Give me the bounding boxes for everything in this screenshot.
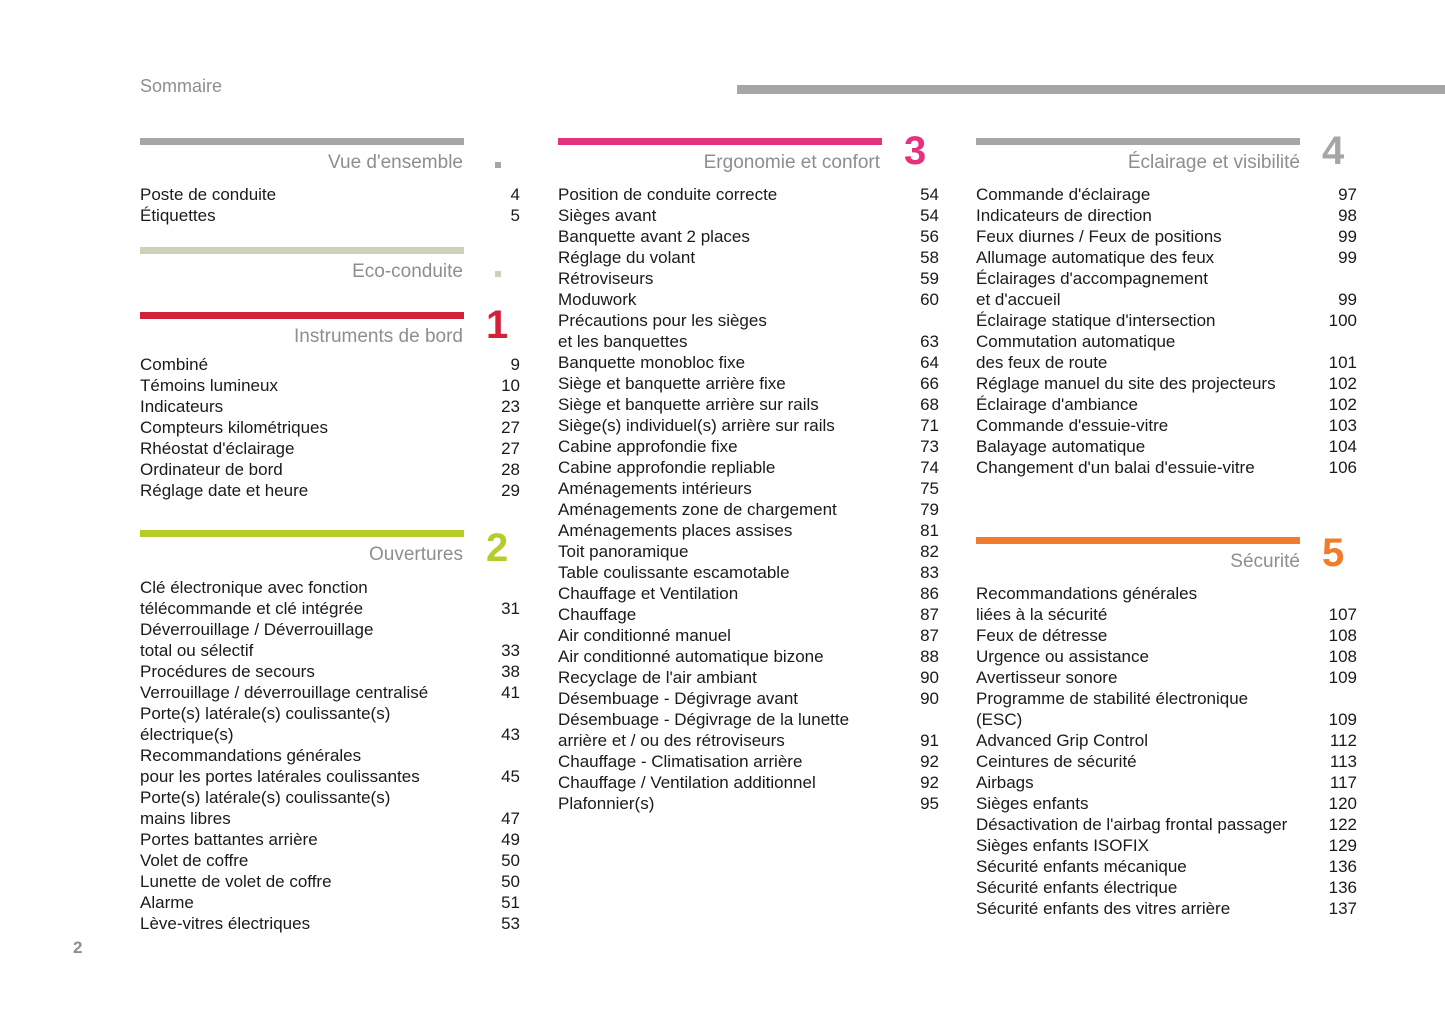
toc-entry-page: 87 — [920, 626, 939, 645]
toc-entry[interactable] — [558, 646, 939, 667]
toc-entry[interactable] — [558, 478, 939, 499]
toc-entry-label: Changement d'un balai d'essuie-vitre — [976, 458, 1255, 477]
toc-entry[interactable] — [558, 289, 939, 310]
toc-entry-label: Éclairage d'ambiance — [976, 395, 1139, 414]
toc-entry-label: Désactivation de l'airbag frontal passager — [976, 815, 1288, 834]
toc-entry-label: Verrouillage / déverrouillage centralisé — [140, 683, 429, 702]
toc-entry-label: Commutation automatique des feux de route — [976, 332, 1176, 372]
toc-entry-label: Siège(s) individuel(s) arrière sur rails — [558, 416, 835, 435]
toc-entry-page: 122 — [1328, 815, 1357, 834]
toc-entry-label: Précautions pour les sièges et les banquettes — [558, 311, 767, 351]
toc-entry[interactable] — [558, 373, 939, 394]
toc-entry-page: 10 — [501, 376, 520, 395]
toc-entry-label: Urgence ou assistance — [976, 647, 1149, 666]
toc-entry[interactable] — [558, 709, 939, 751]
toc-entry[interactable] — [558, 436, 939, 457]
toc-entry-page: 136 — [1328, 857, 1357, 876]
header-bar — [737, 85, 1445, 94]
toc-entry-page: 99 — [1338, 227, 1357, 246]
toc-entry-page: 47 — [501, 809, 520, 828]
toc-entry-page: 9 — [510, 355, 520, 374]
section-number: 4 — [1322, 129, 1345, 173]
toc-entry-label: Position de conduite correcte — [558, 185, 778, 204]
toc-entry-page: 43 — [501, 725, 520, 744]
toc-entry[interactable] — [976, 394, 1357, 415]
toc-entry-label: Airbags — [976, 773, 1034, 792]
toc-entry-page: 66 — [920, 374, 939, 393]
toc-entry-label: Rhéostat d'éclairage — [140, 439, 295, 458]
toc-entry-label: Lunette de volet de coffre — [140, 872, 332, 891]
toc-entry-label: Chauffage / Ventilation additionnel — [558, 773, 816, 792]
toc-entry-page: 106 — [1328, 458, 1357, 477]
section-marker — [495, 162, 501, 168]
toc-entry[interactable] — [976, 625, 1357, 646]
toc-entry-label: Poste de conduite — [140, 185, 277, 204]
toc-entry-page: 87 — [920, 605, 939, 624]
toc-entry[interactable] — [140, 661, 520, 682]
toc-entry-page: 102 — [1328, 374, 1357, 393]
toc-entry-page: 73 — [920, 437, 939, 456]
toc-entry-label: Clé électronique avec fonction télécommande et clé intégrée — [140, 578, 368, 618]
toc-entry-label: Table coulissante escamotable — [558, 563, 790, 582]
toc-entry[interactable] — [976, 751, 1357, 772]
toc-entry-page: 136 — [1328, 878, 1357, 897]
toc-entry-label: Ceintures de sécurité — [976, 752, 1137, 771]
toc-entry-label: Recommandations générales liées à la sécurité — [976, 584, 1198, 624]
toc-entry-page: 95 — [920, 794, 939, 813]
toc-entry-page: 109 — [1328, 668, 1357, 687]
toc-entry[interactable] — [976, 835, 1357, 856]
toc-entry-page: 53 — [501, 914, 520, 933]
toc-entry[interactable] — [558, 772, 939, 793]
toc-entry-page: 45 — [501, 767, 520, 786]
toc-entry[interactable] — [976, 772, 1357, 793]
toc-entry-page: 29 — [501, 481, 520, 500]
section-bar — [140, 530, 464, 537]
toc-entry[interactable] — [558, 499, 939, 520]
section-number: 5 — [1322, 531, 1345, 575]
toc-entry-page: 108 — [1328, 626, 1357, 645]
toc-entry-label: Sièges enfants ISOFIX — [976, 836, 1149, 855]
section-bar — [558, 138, 882, 145]
toc-entry-page: 41 — [501, 683, 520, 702]
section-entries — [976, 184, 1357, 478]
toc-entry[interactable] — [140, 745, 520, 787]
toc-entry[interactable] — [140, 892, 520, 913]
toc-entry-label: Combiné — [140, 355, 209, 374]
toc-entry[interactable] — [140, 682, 520, 703]
toc-entry[interactable] — [140, 184, 520, 205]
toc-entry-page: 75 — [920, 479, 939, 498]
toc-entry-page: 98 — [1338, 206, 1357, 225]
toc-entry-page: 107 — [1328, 605, 1357, 624]
section-number: 3 — [904, 129, 927, 173]
toc-entry[interactable] — [140, 703, 520, 745]
toc-entry-page: 64 — [920, 353, 939, 372]
toc-entry-label: Éclairage statique d'intersection — [976, 311, 1216, 330]
toc-entry[interactable] — [558, 394, 939, 415]
toc-entry-page: 92 — [920, 752, 939, 771]
toc-entry-label: Commande d'essuie-vitre — [976, 416, 1169, 435]
toc-entry[interactable] — [558, 457, 939, 478]
toc-entry-page: 49 — [501, 830, 520, 849]
toc-entry-page: 54 — [920, 206, 939, 225]
section-entries — [140, 577, 520, 934]
toc-entry[interactable] — [976, 814, 1357, 835]
toc-entry-page: 27 — [501, 418, 520, 437]
toc-entry-label: Banquette monobloc fixe — [558, 353, 746, 372]
toc-entry[interactable] — [558, 205, 939, 226]
toc-entry[interactable] — [976, 247, 1357, 268]
toc-entry-label: Programme de stabilité électronique (ESC) — [976, 689, 1249, 729]
toc-entry-page: 100 — [1328, 311, 1357, 330]
section-number: 2 — [486, 526, 509, 570]
toc-entry[interactable] — [558, 667, 939, 688]
page-header-title: Sommaire — [140, 76, 223, 96]
section-bar — [140, 247, 464, 254]
toc-entry-label: Étiquettes — [140, 206, 216, 225]
toc-entry-label: Toit panoramique — [558, 542, 689, 561]
toc-entry[interactable] — [140, 619, 520, 661]
toc-entry[interactable] — [976, 688, 1357, 730]
toc-entry[interactable] — [558, 625, 939, 646]
toc-entry[interactable] — [558, 352, 939, 373]
toc-entry-page: 90 — [920, 689, 939, 708]
toc-entry-page: 109 — [1328, 710, 1357, 729]
section-title: Sécurité — [1230, 551, 1300, 572]
toc-entry-page: 102 — [1328, 395, 1357, 414]
toc-entry-label: Cabine approfondie repliable — [558, 458, 776, 477]
toc-entry[interactable] — [140, 913, 520, 934]
toc-entry-page: 27 — [501, 439, 520, 458]
toc-entry-page: 81 — [920, 521, 939, 540]
toc-entry-page: 5 — [510, 206, 520, 225]
toc-entry[interactable] — [558, 184, 939, 205]
toc-entry[interactable] — [976, 436, 1357, 457]
toc-entry[interactable] — [140, 577, 520, 619]
toc-entry[interactable] — [558, 604, 939, 625]
section-title: Instruments de bord — [294, 326, 463, 347]
toc-entry-label: Sécurité enfants mécanique — [976, 857, 1187, 876]
section-bar — [976, 537, 1300, 544]
toc-entry[interactable] — [976, 268, 1357, 310]
toc-entry-label: Siège et banquette arrière sur rails — [558, 395, 819, 414]
toc-entry[interactable] — [140, 375, 520, 396]
section-bar — [140, 312, 464, 319]
toc-entry[interactable] — [558, 226, 939, 247]
toc-entry-label: Procédures de secours — [140, 662, 315, 681]
toc-entry[interactable] — [558, 583, 939, 604]
toc-entry-page: 117 — [1329, 773, 1357, 792]
toc-entry[interactable] — [558, 688, 939, 709]
toc-entry-page: 82 — [920, 542, 939, 561]
toc-entry-page: 92 — [920, 773, 939, 792]
toc-entry[interactable] — [558, 541, 939, 562]
section-title: Vue d'ensemble — [328, 152, 463, 173]
toc-entry[interactable] — [558, 310, 939, 352]
toc-entry-label: Feux diurnes / Feux de positions — [976, 227, 1222, 246]
toc-entry[interactable] — [976, 583, 1357, 625]
toc-entry-page: 83 — [920, 563, 939, 582]
toc-entry-page: 31 — [501, 599, 520, 618]
toc-entry-label: Chauffage — [558, 605, 637, 624]
toc-entry-page: 28 — [501, 460, 520, 479]
toc-entry[interactable] — [140, 396, 520, 417]
toc-entry-label: Déverrouillage / Déverrouillage total ou sélectif — [140, 620, 374, 660]
toc-entry-label: Éclairages d'accompagnement et d'accueil — [976, 269, 1208, 309]
toc-entry-page: 129 — [1328, 836, 1357, 855]
toc-entry[interactable] — [140, 438, 520, 459]
toc-entry-page: 91 — [920, 731, 939, 750]
toc-entry[interactable] — [140, 417, 520, 438]
toc-entry-label: Alarme — [140, 893, 194, 912]
toc-entry-label: Recommandations générales pour les portes latérales coulissantes — [140, 746, 420, 786]
toc-entry[interactable] — [976, 856, 1357, 877]
toc-entry[interactable] — [140, 480, 520, 501]
toc-entry-page: 137 — [1328, 899, 1357, 918]
section-title: Ergonomie et confort — [703, 152, 880, 173]
toc-entry-page: 71 — [920, 416, 939, 435]
section-title: Éclairage et visibilité — [1127, 152, 1300, 173]
toc-entry[interactable] — [976, 373, 1357, 394]
toc-entry-label: Avertisseur sonore — [976, 668, 1118, 687]
toc-entry-label: Plafonnier(s) — [558, 794, 655, 813]
toc-entry-label: Commande d'éclairage — [976, 185, 1151, 204]
toc-entry-label: Air conditionné manuel — [558, 626, 731, 645]
toc-entry-label: Aménagements places assises — [558, 521, 793, 540]
toc-entry-page: 99 — [1338, 248, 1357, 267]
toc-entry-label: Rétroviseurs — [558, 269, 654, 288]
toc-entry-label: Recyclage de l'air ambiant — [558, 668, 757, 687]
toc-entry[interactable] — [558, 268, 939, 289]
toc-entry[interactable] — [976, 730, 1357, 751]
toc-entry-label: Chauffage - Climatisation arrière — [558, 752, 803, 771]
toc-entry-label: Porte(s) latérale(s) coulissante(s) électrique(s) — [140, 704, 391, 744]
section-number: 1 — [486, 303, 509, 347]
section-bar — [140, 138, 464, 145]
toc-entry-label: Feux de détresse — [976, 626, 1108, 645]
toc-entry-page: 4 — [510, 185, 520, 204]
toc-entry-page: 90 — [920, 668, 939, 687]
toc-entry[interactable] — [140, 354, 520, 375]
toc-entry-label: Portes battantes arrière — [140, 830, 318, 849]
section-entries — [976, 583, 1357, 919]
section-entries — [558, 184, 939, 814]
toc-entry[interactable] — [558, 751, 939, 772]
toc-entry-label: Lève-vitres électriques — [140, 914, 311, 933]
toc-entry[interactable] — [976, 415, 1357, 436]
toc-entry-label: Sièges enfants — [976, 794, 1089, 813]
toc-entry-page: 59 — [920, 269, 939, 288]
toc-entry[interactable] — [976, 667, 1357, 688]
toc-entry-page: 97 — [1338, 185, 1357, 204]
toc-entry-page: 113 — [1329, 752, 1357, 771]
toc-entry[interactable] — [140, 205, 520, 226]
page-number: 2 — [73, 938, 83, 957]
section-marker — [495, 271, 501, 277]
toc-entry-label: Compteurs kilométriques — [140, 418, 329, 437]
toc-entry[interactable] — [976, 331, 1357, 373]
toc-entry[interactable] — [976, 793, 1357, 814]
toc-entry[interactable] — [140, 787, 520, 829]
toc-entry-page: 108 — [1328, 647, 1357, 666]
toc-entry[interactable] — [140, 459, 520, 480]
toc-entry-page: 99 — [1338, 290, 1357, 309]
toc-entry-label: Porte(s) latérale(s) coulissante(s) mains libres — [140, 788, 391, 828]
toc-entry-label: Réglage du volant — [558, 248, 696, 267]
toc-entry-label: Cabine approfondie fixe — [558, 437, 738, 456]
toc-entry[interactable] — [976, 898, 1357, 919]
toc-entry-label: Allumage automatique des feux — [976, 248, 1215, 267]
toc-entry-label: Réglage manuel du site des projecteurs — [976, 374, 1276, 393]
toc-entry-page: 23 — [501, 397, 520, 416]
toc-entry[interactable] — [976, 877, 1357, 898]
toc-entry[interactable] — [976, 646, 1357, 667]
toc-entry[interactable] — [976, 226, 1357, 247]
toc-entry-label: Désembuage - Dégivrage de la lunette arrière et / ou des rétroviseurs — [558, 710, 850, 750]
toc-entry[interactable] — [140, 850, 520, 871]
toc-entry[interactable] — [140, 871, 520, 892]
toc-entry-label: Aménagements intérieurs — [558, 479, 752, 498]
toc-entry-page: 54 — [920, 185, 939, 204]
toc-entry-label: Indicateurs — [140, 397, 224, 416]
toc-entry-page: 58 — [920, 248, 939, 267]
toc-entry-page: 104 — [1328, 437, 1357, 456]
toc-entry[interactable] — [976, 205, 1357, 226]
toc-entry-page: 86 — [920, 584, 939, 603]
toc-entry[interactable] — [558, 562, 939, 583]
toc-entry-label: Réglage date et heure — [140, 481, 309, 500]
section-entries — [140, 354, 520, 501]
toc-entry-page: 60 — [920, 290, 939, 309]
toc-entry-page: 112 — [1329, 731, 1357, 750]
toc-entry-page: 120 — [1328, 794, 1357, 813]
toc-entry-page: 63 — [920, 332, 939, 351]
toc-entry-page: 56 — [920, 227, 939, 246]
toc-entry[interactable] — [558, 793, 939, 814]
toc-entry-label: Sièges avant — [558, 206, 657, 225]
toc-entry[interactable] — [558, 247, 939, 268]
toc-entry-page: 50 — [501, 872, 520, 891]
toc-entry-label: Sécurité enfants électrique — [976, 878, 1178, 897]
toc-entry-page: 101 — [1328, 353, 1357, 372]
toc-entry-label: Aménagements zone de chargement — [558, 500, 837, 519]
toc-entry-page: 50 — [501, 851, 520, 870]
toc-entry-page: 38 — [501, 662, 520, 681]
toc-entry-label: Moduwork — [558, 290, 637, 309]
toc-entry-page: 103 — [1328, 416, 1357, 435]
toc-entry[interactable] — [558, 415, 939, 436]
section-bar — [976, 138, 1300, 145]
section-title: Ouvertures — [369, 544, 463, 565]
toc-entry-label: Ordinateur de bord — [140, 460, 283, 479]
toc-entry[interactable] — [976, 184, 1357, 205]
toc-entry-page: 88 — [920, 647, 939, 666]
toc-entry-label: Témoins lumineux — [140, 376, 278, 395]
toc-entry[interactable] — [558, 520, 939, 541]
toc-entry-label: Advanced Grip Control — [976, 731, 1148, 750]
toc-entry-label: Chauffage et Ventilation — [558, 584, 739, 603]
toc-entry[interactable] — [976, 310, 1357, 331]
section-entries — [140, 184, 520, 226]
toc-entry-label: Air conditionné automatique bizone — [558, 647, 824, 666]
toc-entry-page: 33 — [501, 641, 520, 660]
toc-entry-page: 79 — [920, 500, 939, 519]
toc-entry-page: 74 — [920, 458, 939, 477]
toc-entry-label: Siège et banquette arrière fixe — [558, 374, 786, 393]
toc-entry-page: 68 — [920, 395, 939, 414]
toc-entry-label: Banquette avant 2 places — [558, 227, 750, 246]
toc-entry-label: Désembuage - Dégivrage avant — [558, 689, 799, 708]
toc-entry-label: Volet de coffre — [140, 851, 249, 870]
toc-entry[interactable] — [976, 457, 1357, 478]
section-title: Eco-conduite — [352, 261, 463, 282]
toc-entry-label: Indicateurs de direction — [976, 206, 1152, 225]
toc-entry[interactable] — [140, 829, 520, 850]
toc-entry-label: Balayage automatique — [976, 437, 1146, 456]
toc-entry-page: 51 — [501, 893, 520, 912]
toc-entry-label: Sécurité enfants des vitres arrière — [976, 899, 1231, 918]
